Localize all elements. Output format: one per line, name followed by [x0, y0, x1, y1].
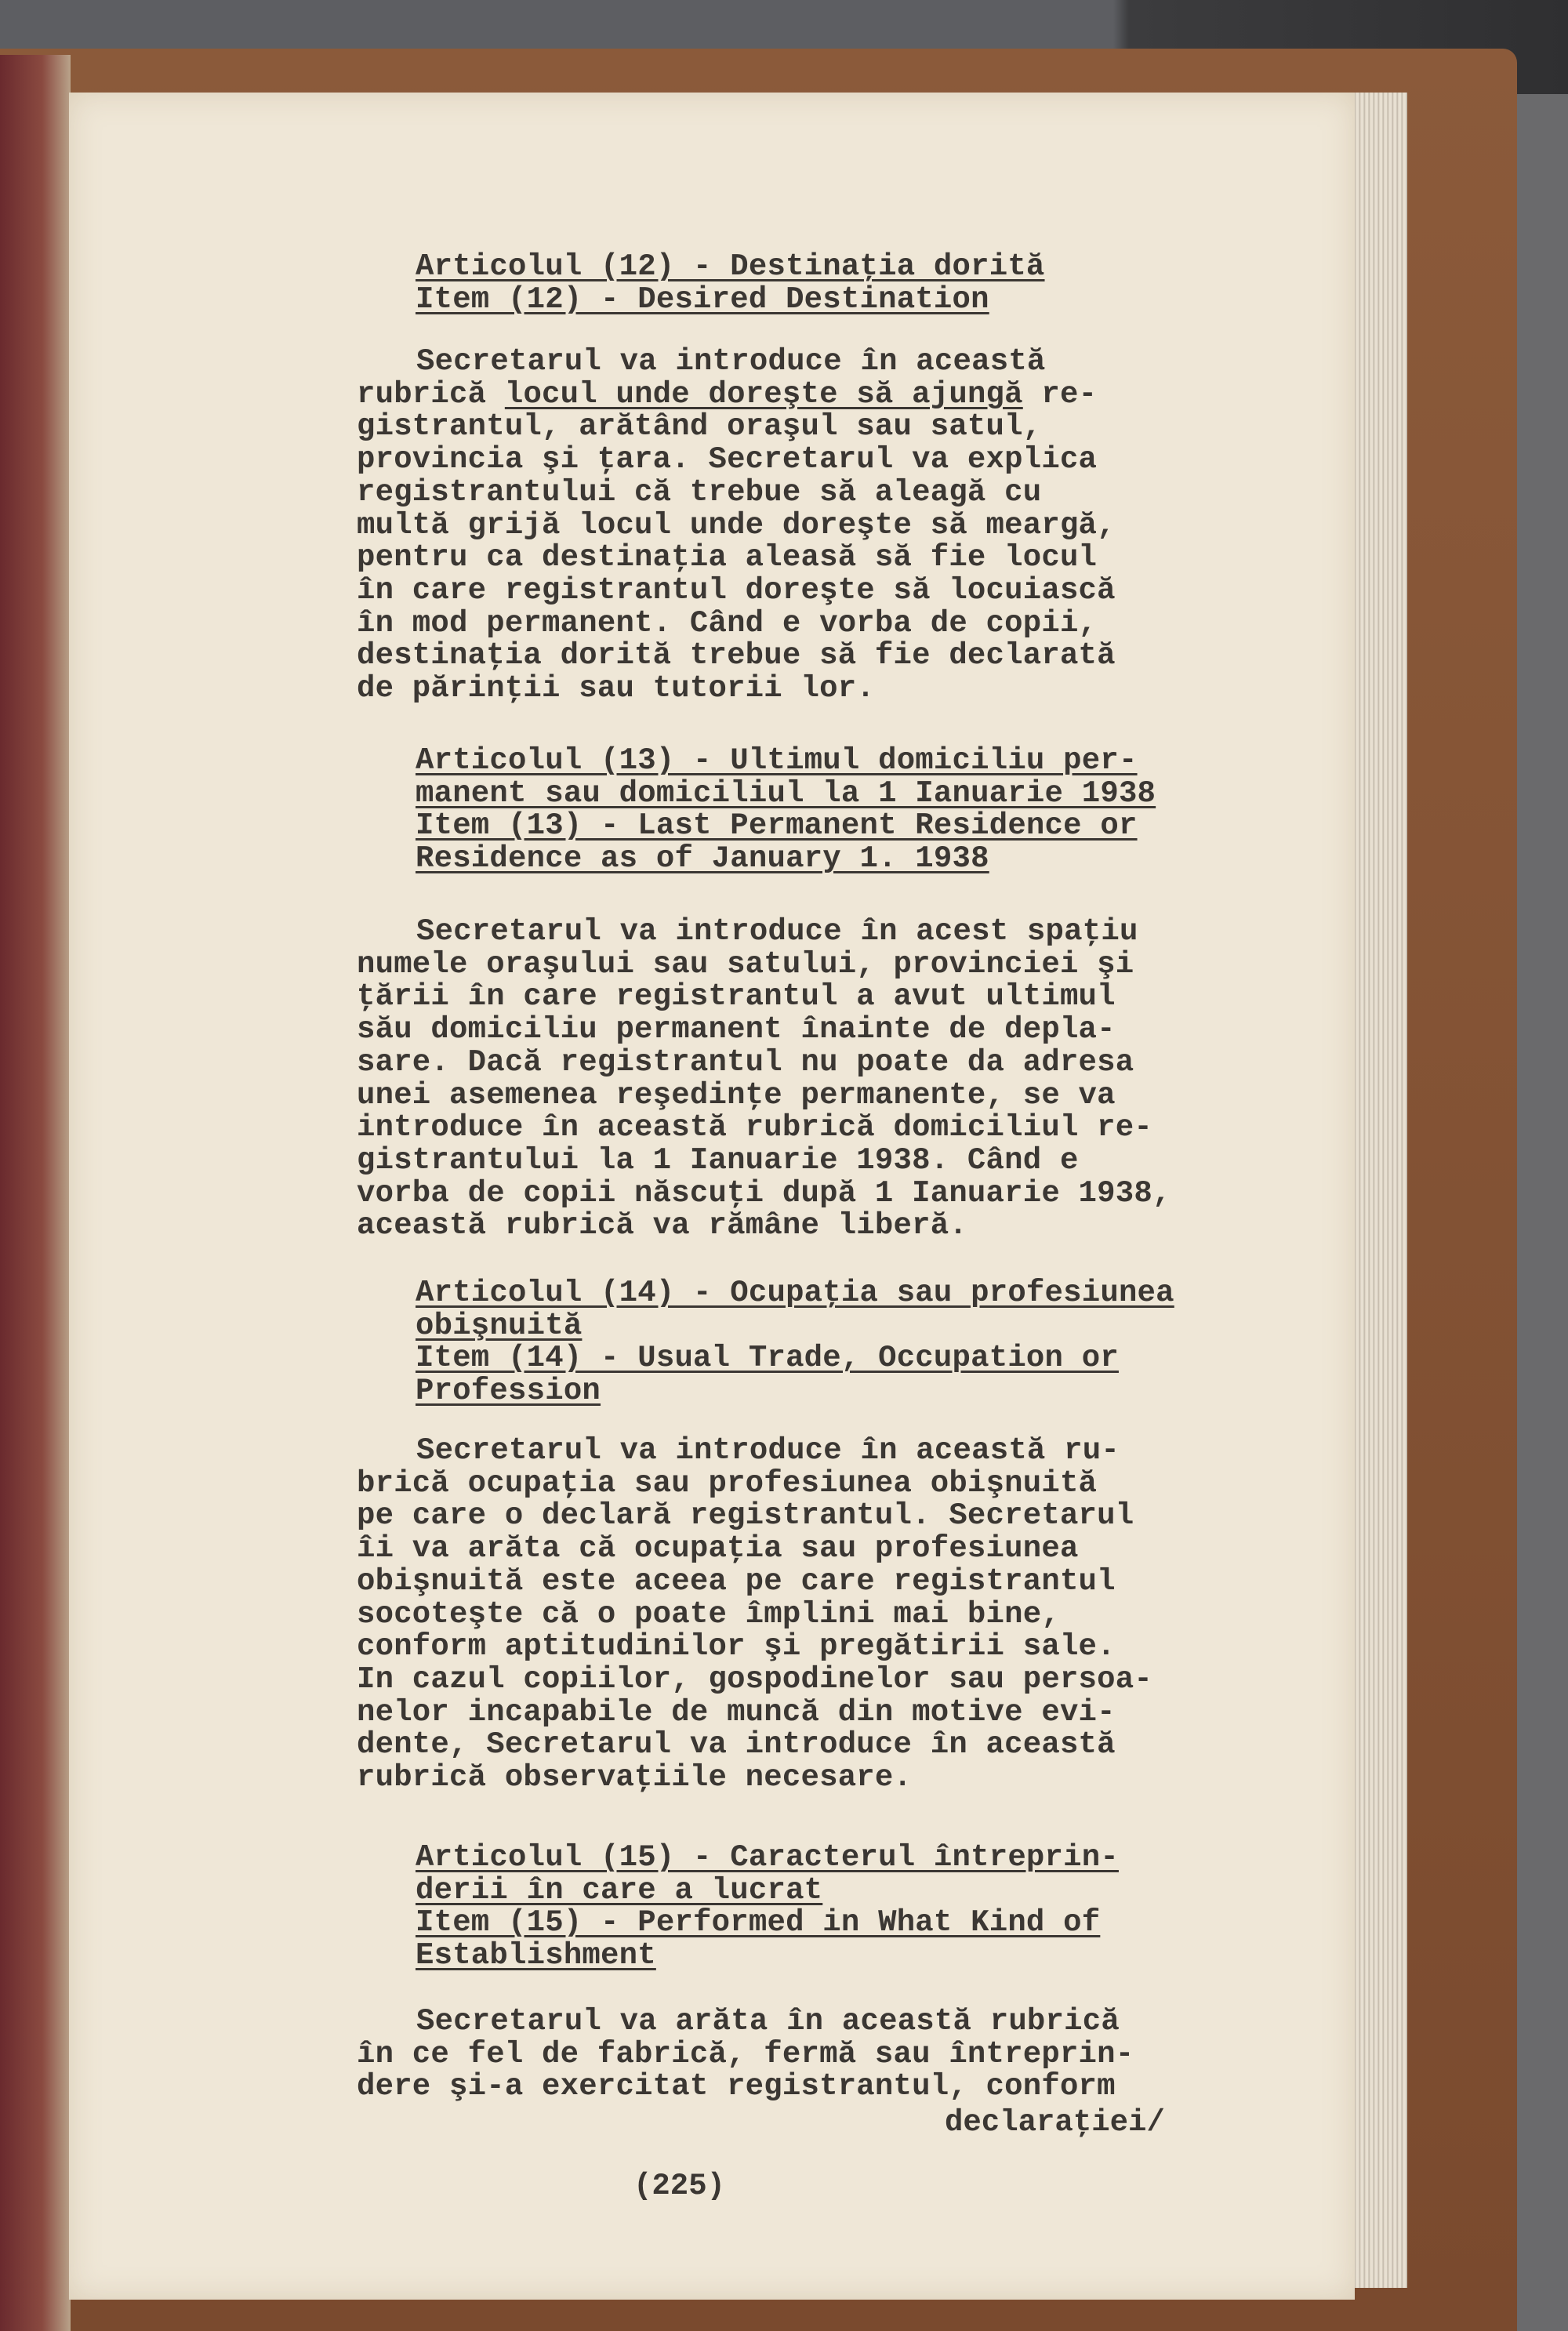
continuation-word: declaraţiei/ [945, 2105, 1165, 2140]
heading-item-13: Articolul (13) - Ultimul domiciliu per- manent sau domiciliul la 1 Ianuarie 1938 Item (13) - Last Permanent Residence or Residence as of January 1. 1938 [416, 743, 1156, 877]
left-page-edge [0, 55, 71, 2331]
paragraph-item-12 [357, 346, 1116, 706]
heading-item-15: Articolul (15) - Caracterul întreprin- derii în care a lucrat Item (15) - Performed in What Kind of Establishment [416, 1840, 1119, 1973]
paragraph-item-15: Secretarul va arăta în această rubrică în ce fel de fabrică, fermă sau întreprin- dere şi-a exercitat registrantul, conform [357, 2004, 1134, 2104]
heading-item-14: Articolul (14) - Ocupaţia sau profesiunea obişnuită Item (14) - Usual Trade, Occupation or Profession [416, 1276, 1174, 1409]
paragraph-item-14: Secretarul va introduce în această ru- brică ocupaţia sau profesiunea obişnuită pe care o declară registrantul. Secretarul îi va arăta că ocupaţia sau profesiunea obişnuită este aceea pe care registrantul socoteşte că o poate împlini mai bine, conform aptitudinilor şi pregătirii sale. In cazul copiilor, gospodinelor sau persoa- nelor incapabile de muncă din motive evi- dente, Secretarul va introduce în această rubrică observaţiile necesare. [357, 1433, 1152, 1795]
heading-item-12: Articolul (12) - Destinaţia dorită Item (12) - Desired Destination [416, 249, 1045, 317]
paragraph-item-13: Secretarul va introduce în acest spaţiu numele oraşului sau satului, provinciei şi ţării în care registrantul a avut ultimul său domiciliu permanent înainte de depla- sare. Dacă registrantul nu poate da adresa unei asemenea reşedinţe permanente, se va introduce în această rubrică domiciliul re- gistrantului la 1 Ianuarie 1938. Când e vorba de copii născuţi după 1 Ianuarie 1938, această rubrică va rămâne liberă. [357, 914, 1171, 1244]
paragraph-text: Secretarul va introduce în această rubrică [357, 344, 1046, 412]
page-number: (225) [633, 2169, 726, 2203]
underlined-phrase: locul unde doreşte să ajungă [504, 376, 1023, 412]
paragraph-text: re- gistrantul, arătând oraşul sau satul, provincia şi ţara. Secretarul va explica registrantului că trebue să aleagă cu multă grijă locul unde doreşte să meargă, pentru ca destinaţia aleasă să fie locul în care registrantul doreşte să locuiască în mod permanent. Când e vorba de copii, destinaţia dorită trebue să fie declarată de părinţii sau tutorii lor. [357, 376, 1116, 706]
